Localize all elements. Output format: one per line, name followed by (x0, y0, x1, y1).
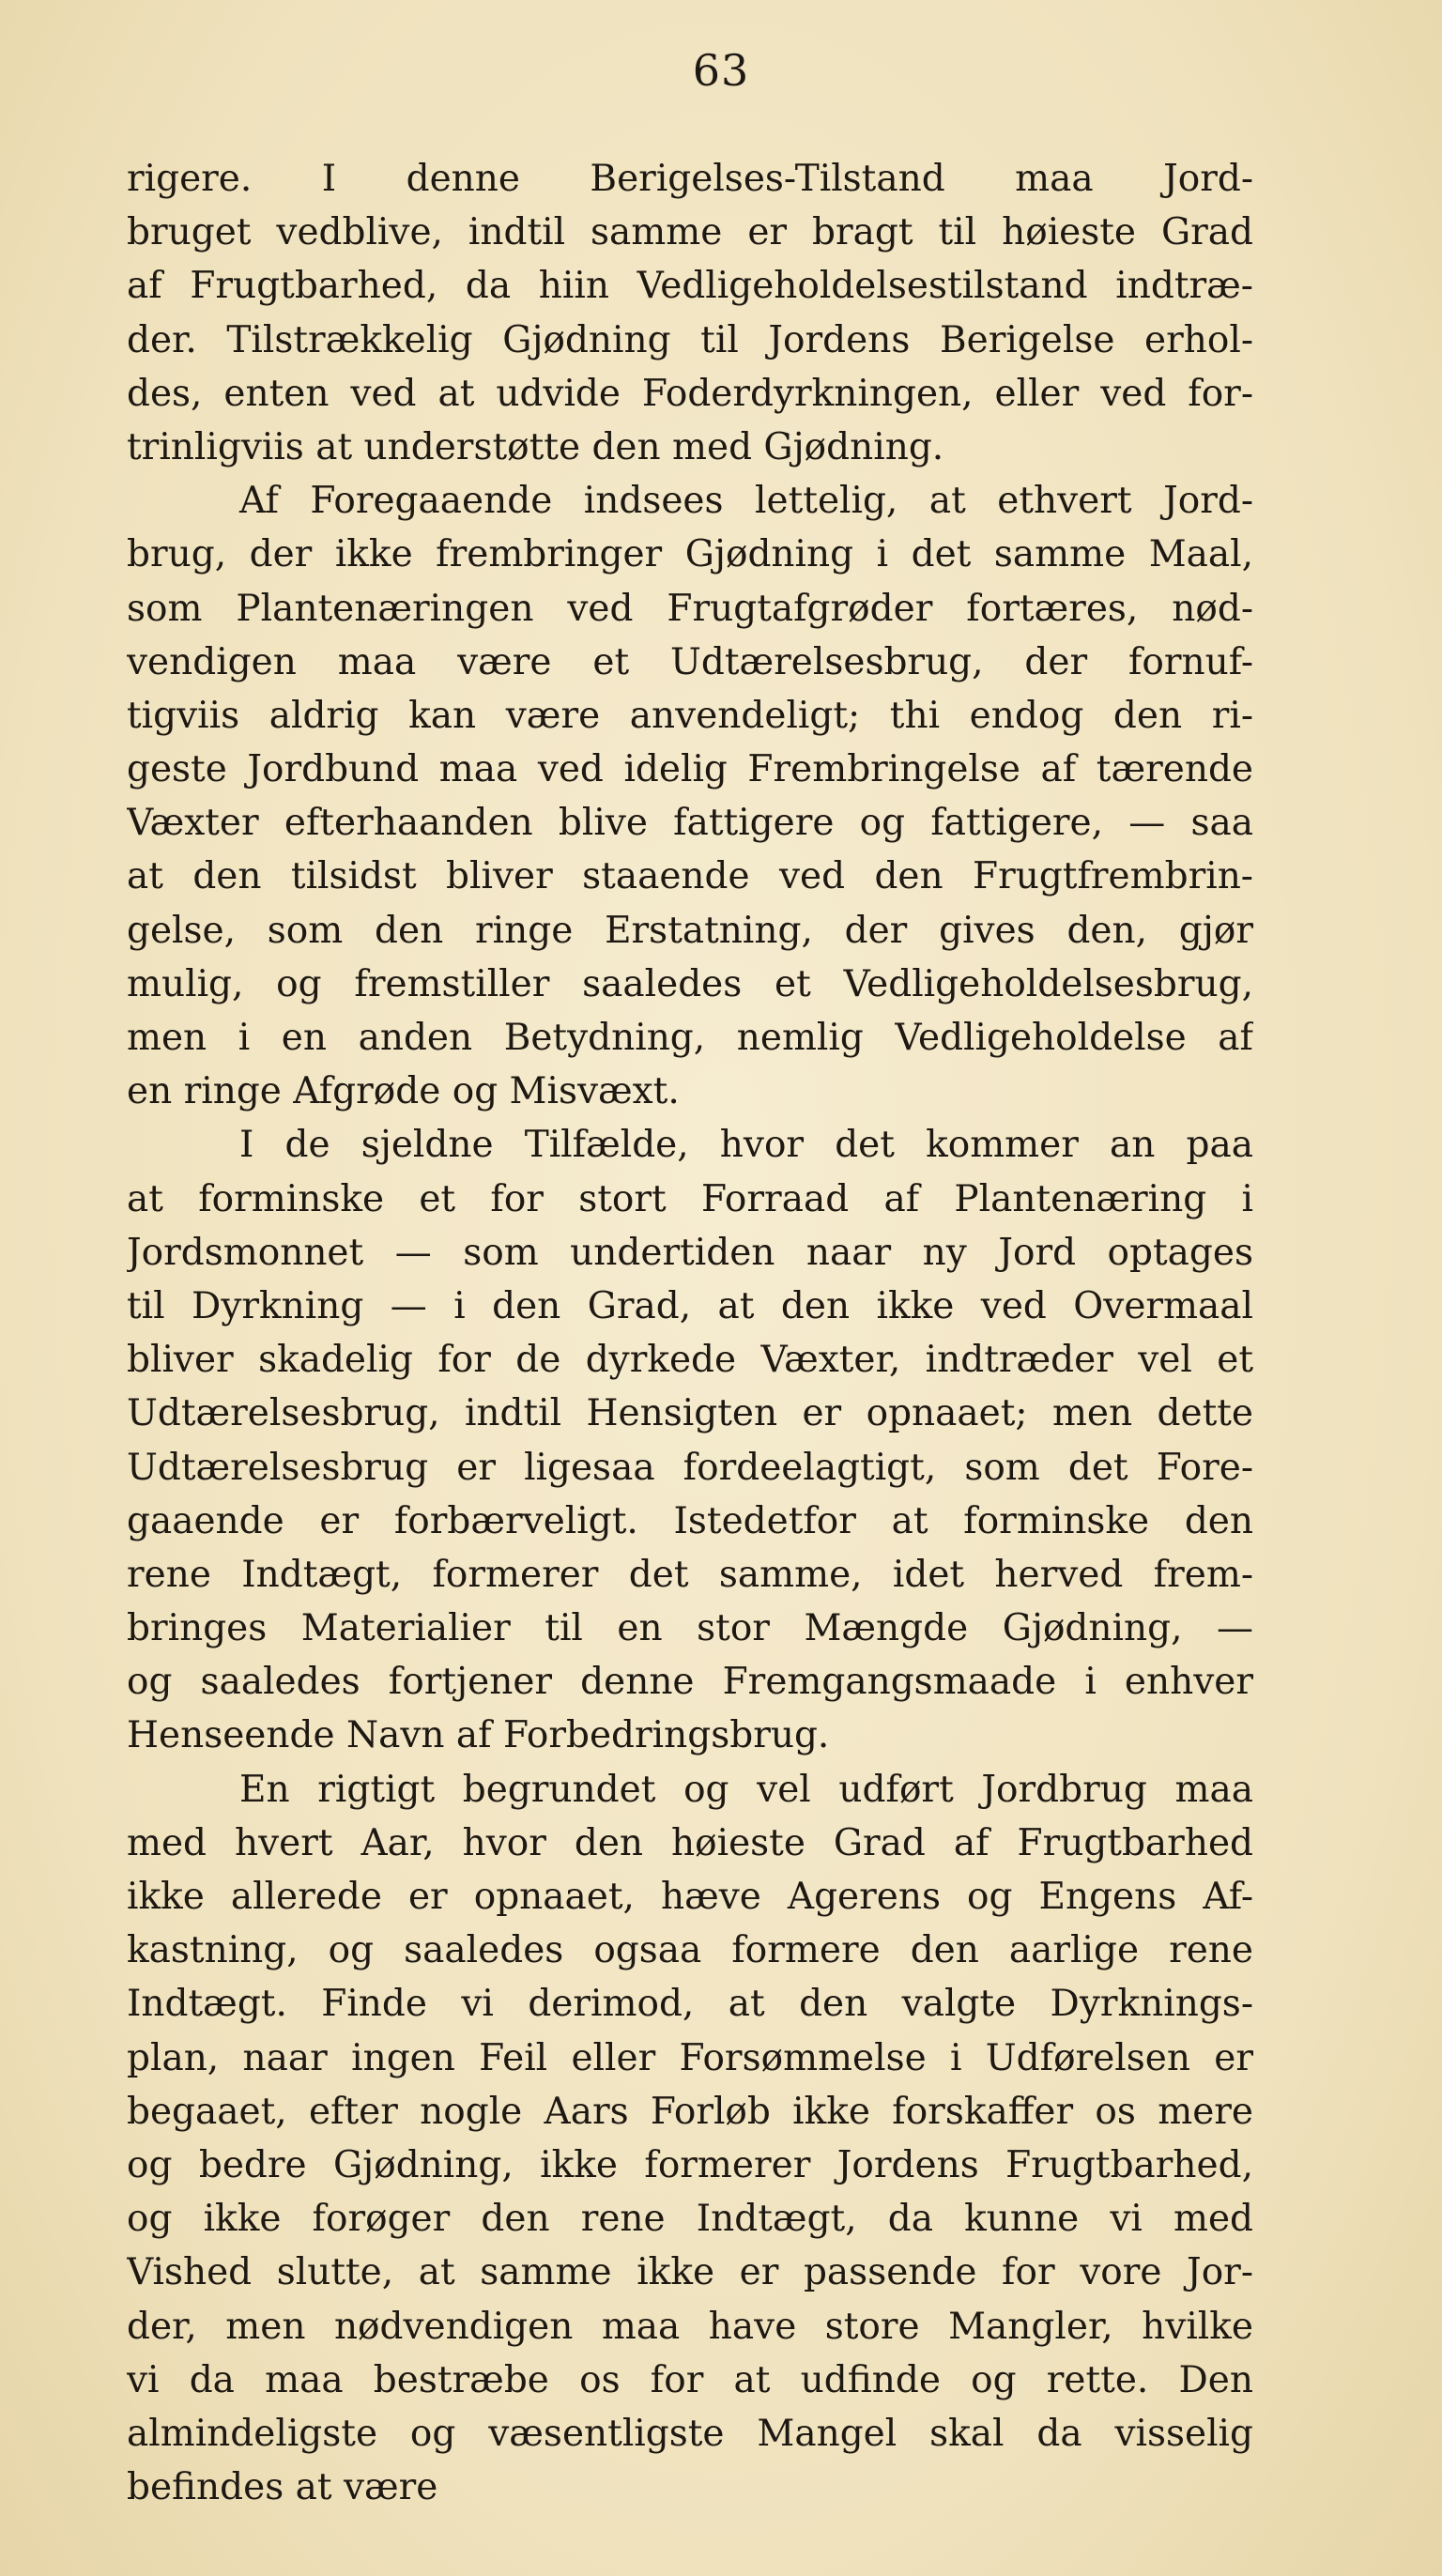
text-line: Udtærelsesbrug, indtil Hensigten er opnaaet; men dette (127, 1392, 1253, 1435)
text-line: som Plantenæringen ved Frugtafgrøder fortæres, nød- (127, 587, 1253, 630)
text-line: rigere. I denne Berigelses-Tilstand maa Jord- (127, 158, 1253, 200)
text-line: kastning, og saaledes ogsaa formere den aarlige rene (127, 1929, 1253, 1972)
text-line: Henseende Navn af Forbedringsbrug. (127, 1714, 830, 1757)
text-line: gelse, som den ringe Erstatning, der gives den, gjør (127, 909, 1253, 952)
page-number: 63 (692, 45, 750, 96)
text-line: og ikke forøger den rene Indtægt, da kunne vi med (127, 2198, 1253, 2241)
text-line: Indtægt. Finde vi derimod, at den valgte Dyrknings- (127, 1983, 1253, 2026)
text-line: og bedre Gjødning, ikke formerer Jordens Frugtbarhed, (127, 2143, 1253, 2186)
text-line: vendigen maa være et Udtærelsesbrug, der fornuf- (127, 640, 1253, 683)
text-line: bliver skadelig for de dyrkede Væxter, indtræder vel et (127, 1339, 1253, 1382)
text-line: tigviis aldrig kan være anvendeligt; thi endog den ri- (127, 694, 1253, 737)
text-line: Jordsmonnet — som undertiden naar ny Jord optages (127, 1231, 1253, 1274)
text-line: almindeligste og væsentligste Mangel skal da visselig (127, 2412, 1253, 2455)
text-line: bruget vedblive, indtil samme er bragt til høieste Grad (127, 211, 1253, 254)
text-line: med hvert Aar, hvor den høieste Grad af Frugtbarhed (127, 1821, 1253, 1864)
text-line: Vished slutte, at samme ikke er passende for vore Jor- (127, 2251, 1253, 2294)
text-line: at den tilsidst bliver staaende ved den Frugtfrembrin- (127, 855, 1253, 898)
text-line: befindes at være (127, 2466, 438, 2509)
text-line: I de sjeldne Tilfælde, hvor det kommer an paa (239, 1124, 1253, 1167)
text-line: der, men nødvendigen maa have store Mangler, hvilke (127, 2305, 1253, 2348)
body-text (127, 152, 1253, 2514)
text-line: En rigtigt begrundet og vel udført Jordbrug maa (239, 1768, 1253, 1811)
text-line: vi da maa bestræbe os for at udfinde og rette. Den (127, 2358, 1253, 2401)
text-line: Udtærelsesbrug er ligesaa fordeelagtigt, som det Fore- (127, 1446, 1253, 1489)
text-line: og saaledes fortjener denne Fremgangsmaade i enhver (127, 1661, 1253, 1704)
text-line: af Frugtbarhed, da hiin Vedligeholdelsestilstand indtræ- (127, 265, 1253, 308)
text-line: geste Jordbund maa ved idelig Frembringelse af tærende (127, 748, 1253, 791)
text-line: men i en anden Betydning, nemlig Vedligeholdelse af (127, 1017, 1253, 1059)
text-line: begaaet, efter nogle Aars Forløb ikke forskaffer os mere (127, 2090, 1253, 2133)
text-line: der. Tilstrækkelig Gjødning til Jordens Berigelse erhol- (127, 318, 1253, 361)
text-line: bringes Materialier til en stor Mængde Gjødning, — (127, 1607, 1253, 1650)
text-line: gaaende er forbærveligt. Istedetfor at forminske den (127, 1499, 1253, 1542)
text-line: at forminske et for stort Forraad af Plantenæring i (127, 1177, 1253, 1220)
text-line: Væxter efterhaanden blive fattigere og fattigere, — saa (127, 802, 1253, 845)
text-line: til Dyrkning — i den Grad, at den ikke ved Overmaal (127, 1284, 1253, 1327)
text-line: plan, naar ingen Feil eller Forsømmelse i Udførelsen er (127, 2036, 1253, 2079)
text-line: rene Indtægt, formerer det samme, idet herved frem- (127, 1553, 1253, 1596)
text-line: Af Foregaaende indsees lettelig, at ethvert Jord- (239, 480, 1253, 523)
text-line: ikke allerede er opnaaet, hæve Agerens og Engens Af- (127, 1876, 1253, 1918)
text-line: en ringe Afgrøde og Misvæxt. (127, 1070, 680, 1113)
text-line: brug, der ikke frembringer Gjødning i det samme Maal, (127, 533, 1253, 576)
text-line: mulig, og fremstiller saaledes et Vedligeholdelsesbrug, (127, 962, 1253, 1005)
text-line: trinligviis at understøtte den med Gjødning. (127, 425, 944, 468)
text-line: des, enten ved at udvide Foderdyrkningen, eller ved for- (127, 372, 1253, 415)
